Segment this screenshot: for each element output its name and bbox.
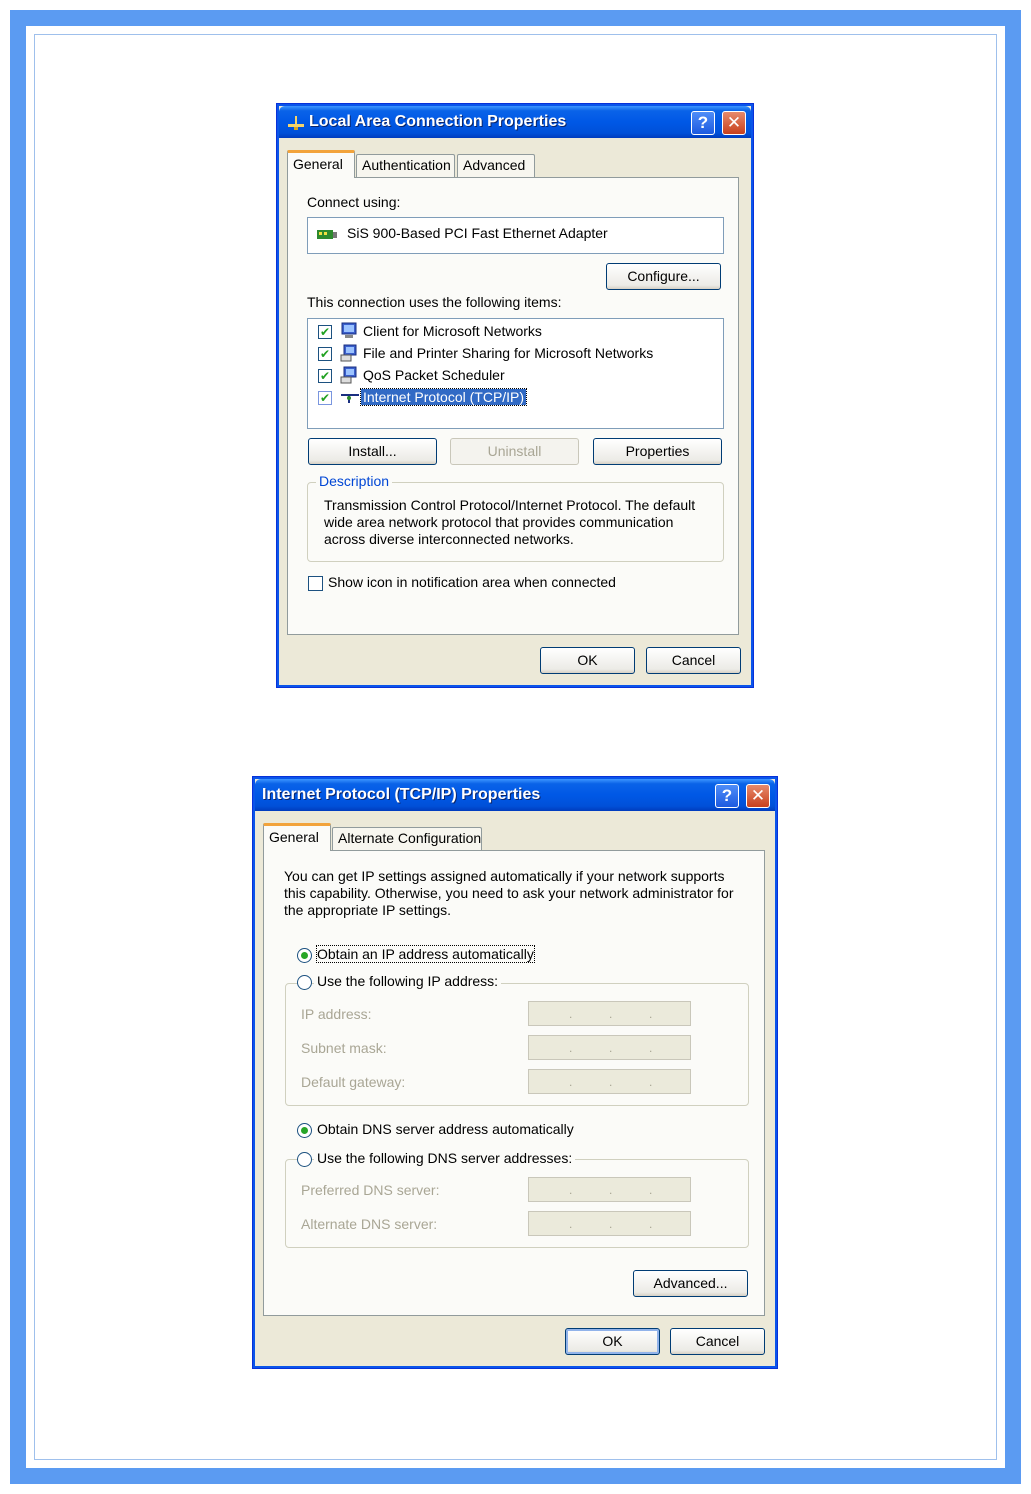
qos-scheduler-icon	[340, 366, 358, 384]
intro-text	[284, 868, 754, 919]
default-gateway-label: Default gateway:	[301, 1074, 406, 1090]
ok-button[interactable]: OK	[540, 647, 635, 674]
help-button[interactable]: ?	[691, 111, 715, 135]
cancel-button[interactable]: Cancel	[670, 1328, 765, 1355]
network-adapter-icon	[317, 229, 337, 241]
ok-button[interactable]: OK	[565, 1328, 660, 1355]
properties-button[interactable]: Properties	[593, 438, 722, 465]
ip-dot: .	[609, 1075, 613, 1089]
close-button[interactable]: ✕	[746, 784, 770, 808]
help-button[interactable]: ?	[715, 784, 739, 808]
ip-dot: .	[649, 1007, 653, 1021]
description-line: across diverse interconnected networks.	[324, 531, 574, 547]
ip-dot: .	[649, 1217, 653, 1231]
tcpip-checkbox[interactable]	[318, 391, 332, 405]
titlebar[interactable]	[279, 106, 751, 138]
item-label: Client for Microsoft Networks	[363, 323, 542, 339]
description-text	[324, 497, 719, 548]
obtain-dns-radio[interactable]	[297, 1123, 312, 1138]
obtain-ip-radio[interactable]	[297, 948, 312, 963]
obtain-ip-label[interactable]: Obtain an IP address automatically	[317, 946, 534, 962]
dialog-title: Internet Protocol (TCP/IP) Properties	[262, 786, 541, 803]
subnet-mask-label: Subnet mask:	[301, 1040, 387, 1056]
components-list[interactable]	[307, 318, 724, 429]
ip-dot: .	[649, 1041, 653, 1055]
preferred-dns-label: Preferred DNS server:	[301, 1182, 440, 1198]
obtain-dns-label[interactable]: Obtain DNS server address automatically	[317, 1121, 574, 1137]
install-button[interactable]: Install...	[308, 438, 437, 465]
items-label: This connection uses the following items:	[307, 294, 562, 310]
use-ip-radio[interactable]	[297, 975, 312, 990]
client-checkbox[interactable]	[318, 325, 332, 339]
item-label: Internet Protocol (TCP/IP)	[363, 389, 525, 405]
show-icon-checkbox[interactable]	[308, 576, 323, 591]
ip-dot: .	[569, 1183, 573, 1197]
tab-alternate-configuration[interactable]: Alternate Configuration	[332, 827, 482, 850]
uninstall-button[interactable]: Uninstall	[450, 438, 579, 465]
description-line: wide area network protocol that provides communication	[324, 514, 674, 530]
ip-dot: .	[569, 1041, 573, 1055]
description-line: Transmission Control Protocol/Internet Protocol. The default	[324, 497, 696, 513]
intro-line: this capability. Otherwise, you need to ask your network administrator for	[284, 885, 734, 901]
ip-dot: .	[569, 1075, 573, 1089]
intro-line: You can get IP settings assigned automatically if your network supports	[284, 868, 725, 884]
subnet-mask-field[interactable]	[528, 1035, 691, 1060]
use-dns-label[interactable]: Use the following DNS server addresses:	[314, 1150, 575, 1166]
lan-properties-dialog	[276, 103, 754, 688]
use-dns-radio[interactable]	[297, 1152, 312, 1167]
list-item-selected[interactable]	[308, 388, 723, 408]
list-item[interactable]	[308, 344, 723, 364]
general-panel	[287, 177, 739, 635]
tab-advanced[interactable]: Advanced	[457, 154, 535, 177]
qos-checkbox[interactable]	[318, 369, 332, 383]
item-label: File and Printer Sharing for Microsoft Networks	[363, 345, 654, 361]
ip-dot: .	[609, 1007, 613, 1021]
protocol-icon	[340, 392, 360, 404]
ip-dot: .	[569, 1007, 573, 1021]
adapter-field	[307, 217, 724, 254]
dialog-title: Local Area Connection Properties	[309, 113, 567, 130]
file-share-checkbox[interactable]	[318, 347, 332, 361]
file-share-icon	[340, 344, 358, 362]
advanced-button[interactable]: Advanced...	[633, 1270, 748, 1297]
show-icon-label[interactable]: Show icon in notification area when connected	[328, 574, 616, 590]
tab-general[interactable]: General	[263, 823, 331, 851]
close-button[interactable]: ✕	[722, 111, 746, 135]
default-gateway-field[interactable]	[528, 1069, 691, 1094]
item-label: QoS Packet Scheduler	[363, 367, 505, 383]
use-ip-label[interactable]: Use the following IP address:	[314, 973, 501, 989]
description-label: Description	[316, 473, 392, 489]
preferred-dns-field[interactable]	[528, 1177, 691, 1202]
tab-strip	[287, 150, 747, 177]
tcpip-properties-dialog	[252, 776, 778, 1369]
ip-dot: .	[609, 1183, 613, 1197]
connect-using-label: Connect using:	[307, 194, 401, 210]
adapter-name: SiS 900-Based PCI Fast Ethernet Adapter	[347, 225, 608, 241]
tab-general[interactable]: General	[287, 150, 355, 178]
titlebar[interactable]	[255, 779, 775, 811]
ip-dot: .	[649, 1075, 653, 1089]
alternate-dns-field[interactable]	[528, 1211, 691, 1236]
ip-address-field[interactable]	[528, 1001, 691, 1026]
intro-line: the appropriate IP settings.	[284, 902, 452, 918]
list-item[interactable]	[308, 366, 723, 386]
network-connection-icon	[287, 115, 305, 131]
list-item[interactable]	[308, 322, 723, 342]
ip-dot: .	[609, 1217, 613, 1231]
ip-dot: .	[609, 1041, 613, 1055]
configure-button[interactable]: Configure...	[606, 263, 721, 290]
ip-address-label: IP address:	[301, 1006, 372, 1022]
ip-dot: .	[569, 1217, 573, 1231]
network-client-icon	[340, 322, 358, 340]
general-panel	[263, 850, 765, 1316]
cancel-button[interactable]: Cancel	[646, 647, 741, 674]
tab-strip	[263, 823, 763, 850]
alternate-dns-label: Alternate DNS server:	[301, 1216, 438, 1232]
tab-authentication[interactable]: Authentication	[356, 154, 455, 177]
ip-dot: .	[649, 1183, 653, 1197]
